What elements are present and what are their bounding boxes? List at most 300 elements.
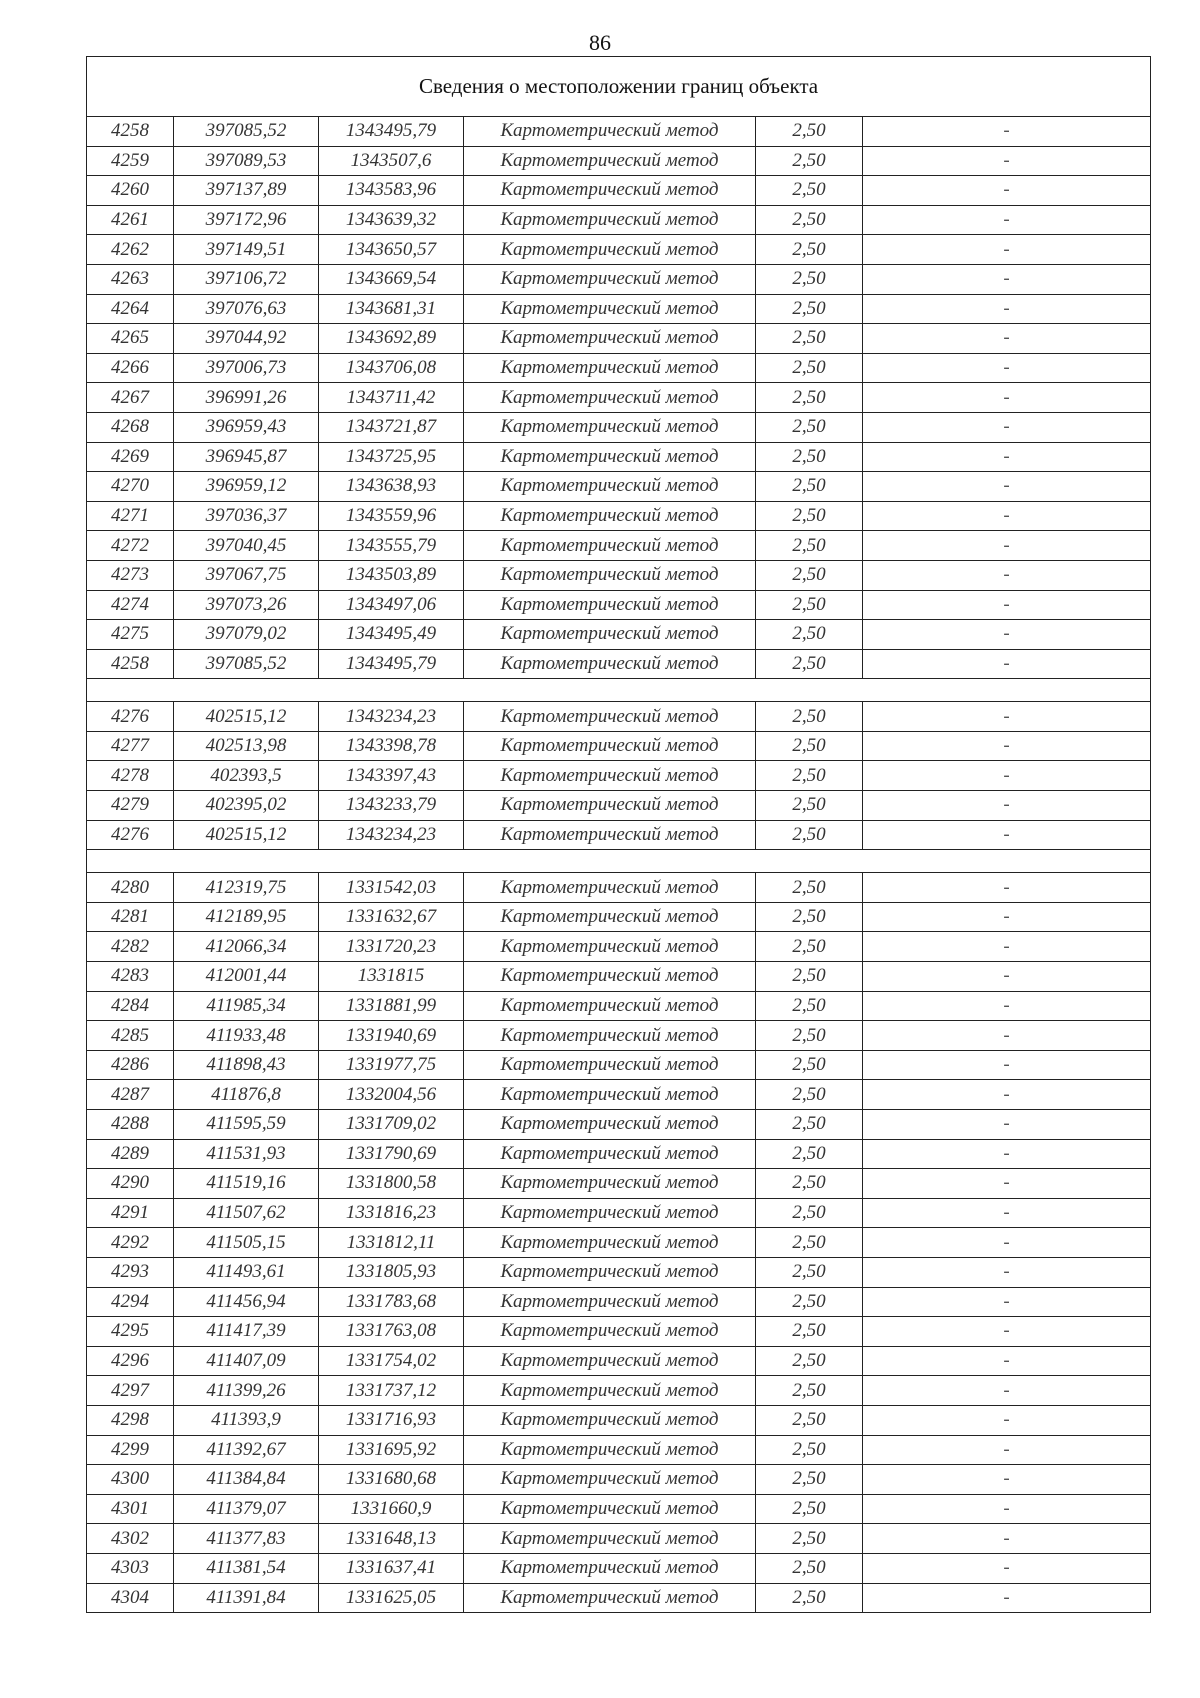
description-cell: -: [863, 264, 1151, 294]
x-coordinate-cell: 412001,44: [174, 962, 319, 992]
method-cell: Картометрический метод: [464, 902, 756, 932]
method-cell: Картометрический метод: [464, 1524, 756, 1554]
x-coordinate-cell: 411531,93: [174, 1139, 319, 1169]
point-number-cell: 4279: [87, 791, 174, 821]
y-coordinate-cell: 1331790,69: [319, 1139, 464, 1169]
method-cell: Картометрический метод: [464, 472, 756, 502]
description-cell: -: [863, 205, 1151, 235]
y-coordinate-cell: 1331542,03: [319, 873, 464, 903]
y-coordinate-cell: 1343507,6: [319, 146, 464, 176]
x-coordinate-cell: 411379,07: [174, 1494, 319, 1524]
description-cell: -: [863, 1494, 1151, 1524]
point-number-cell: 4281: [87, 902, 174, 932]
table-row: [87, 991, 1151, 1021]
x-coordinate-cell: 397137,89: [174, 176, 319, 206]
description-cell: -: [863, 235, 1151, 265]
method-cell: Картометрический метод: [464, 1583, 756, 1613]
method-cell: Картометрический метод: [464, 1287, 756, 1317]
point-number-cell: 4283: [87, 962, 174, 992]
description-cell: -: [863, 1346, 1151, 1376]
table-row: [87, 1435, 1151, 1465]
accuracy-cell: 2,50: [756, 1080, 863, 1110]
x-coordinate-cell: 411407,09: [174, 1346, 319, 1376]
y-coordinate-cell: 1331716,93: [319, 1405, 464, 1435]
x-coordinate-cell: 397076,63: [174, 294, 319, 324]
x-coordinate-cell: 397073,26: [174, 590, 319, 620]
accuracy-cell: 2,50: [756, 761, 863, 791]
y-coordinate-cell: 1331695,92: [319, 1435, 464, 1465]
point-number-cell: 4303: [87, 1553, 174, 1583]
accuracy-cell: 2,50: [756, 649, 863, 679]
description-cell: -: [863, 1257, 1151, 1287]
y-coordinate-cell: 1331805,93: [319, 1257, 464, 1287]
point-number-cell: 4284: [87, 991, 174, 1021]
y-coordinate-cell: 1332004,56: [319, 1080, 464, 1110]
description-cell: -: [863, 1287, 1151, 1317]
table-row: [87, 560, 1151, 590]
y-coordinate-cell: 1331763,08: [319, 1317, 464, 1347]
table-row: [87, 1317, 1151, 1347]
accuracy-cell: 2,50: [756, 1110, 863, 1140]
table-title-row: [87, 57, 1151, 117]
accuracy-cell: 2,50: [756, 1494, 863, 1524]
method-cell: Картометрический метод: [464, 1435, 756, 1465]
table-row: [87, 501, 1151, 531]
table-row: [87, 962, 1151, 992]
accuracy-cell: 2,50: [756, 1583, 863, 1613]
table-row: [87, 146, 1151, 176]
y-coordinate-cell: 1331737,12: [319, 1376, 464, 1406]
accuracy-cell: 2,50: [756, 1287, 863, 1317]
method-cell: Картометрический метод: [464, 412, 756, 442]
point-number-cell: 4276: [87, 702, 174, 732]
table-row: [87, 1139, 1151, 1169]
y-coordinate-cell: 1331720,23: [319, 932, 464, 962]
point-number-cell: 4273: [87, 560, 174, 590]
method-cell: Картометрический метод: [464, 117, 756, 147]
point-number-cell: 4266: [87, 353, 174, 383]
accuracy-cell: 2,50: [756, 1346, 863, 1376]
accuracy-cell: 2,50: [756, 146, 863, 176]
x-coordinate-cell: 402515,12: [174, 702, 319, 732]
description-cell: -: [863, 820, 1151, 850]
y-coordinate-cell: 1343495,79: [319, 649, 464, 679]
accuracy-cell: 2,50: [756, 235, 863, 265]
x-coordinate-cell: 411399,26: [174, 1376, 319, 1406]
table-row: [87, 1050, 1151, 1080]
accuracy-cell: 2,50: [756, 442, 863, 472]
description-cell: -: [863, 1553, 1151, 1583]
point-number-cell: 4290: [87, 1169, 174, 1199]
method-cell: Картометрический метод: [464, 176, 756, 206]
y-coordinate-cell: 1343495,79: [319, 117, 464, 147]
x-coordinate-cell: 397149,51: [174, 235, 319, 265]
point-number-cell: 4293: [87, 1257, 174, 1287]
point-number-cell: 4267: [87, 383, 174, 413]
y-coordinate-cell: 1343233,79: [319, 791, 464, 821]
method-cell: Картометрический метод: [464, 560, 756, 590]
description-cell: -: [863, 1080, 1151, 1110]
x-coordinate-cell: 397085,52: [174, 649, 319, 679]
point-number-cell: 4294: [87, 1287, 174, 1317]
point-number-cell: 4274: [87, 590, 174, 620]
point-number-cell: 4258: [87, 117, 174, 147]
table-row: [87, 649, 1151, 679]
description-cell: -: [863, 1228, 1151, 1258]
method-cell: Картометрический метод: [464, 1021, 756, 1051]
y-coordinate-cell: 1343398,78: [319, 731, 464, 761]
accuracy-cell: 2,50: [756, 991, 863, 1021]
accuracy-cell: 2,50: [756, 1465, 863, 1495]
description-cell: -: [863, 531, 1151, 561]
description-cell: -: [863, 1465, 1151, 1495]
description-cell: -: [863, 1524, 1151, 1554]
description-cell: -: [863, 146, 1151, 176]
accuracy-cell: 2,50: [756, 117, 863, 147]
accuracy-cell: 2,50: [756, 294, 863, 324]
point-number-cell: 4298: [87, 1405, 174, 1435]
accuracy-cell: 2,50: [756, 902, 863, 932]
x-coordinate-cell: 397085,52: [174, 117, 319, 147]
method-cell: Картометрический метод: [464, 649, 756, 679]
point-number-cell: 4258: [87, 649, 174, 679]
accuracy-cell: 2,50: [756, 472, 863, 502]
y-coordinate-cell: 1331940,69: [319, 1021, 464, 1051]
accuracy-cell: 2,50: [756, 501, 863, 531]
y-coordinate-cell: 1331881,99: [319, 991, 464, 1021]
table-row: [87, 902, 1151, 932]
x-coordinate-cell: 412189,95: [174, 902, 319, 932]
point-number-cell: 4285: [87, 1021, 174, 1051]
y-coordinate-cell: 1343559,96: [319, 501, 464, 531]
table-row: [87, 472, 1151, 502]
point-number-cell: 4292: [87, 1228, 174, 1258]
table-row: [87, 873, 1151, 903]
description-cell: -: [863, 902, 1151, 932]
method-cell: Картометрический метод: [464, 1080, 756, 1110]
x-coordinate-cell: 397089,53: [174, 146, 319, 176]
point-number-cell: 4277: [87, 731, 174, 761]
description-cell: -: [863, 1376, 1151, 1406]
accuracy-cell: 2,50: [756, 962, 863, 992]
description-cell: -: [863, 117, 1151, 147]
table-row: [87, 1346, 1151, 1376]
method-cell: Картометрический метод: [464, 1169, 756, 1199]
group-separator-cell: [87, 679, 1151, 702]
point-number-cell: 4288: [87, 1110, 174, 1140]
accuracy-cell: 2,50: [756, 324, 863, 354]
y-coordinate-cell: 1331625,05: [319, 1583, 464, 1613]
table-row: [87, 820, 1151, 850]
x-coordinate-cell: 397036,37: [174, 501, 319, 531]
x-coordinate-cell: 397040,45: [174, 531, 319, 561]
point-number-cell: 4264: [87, 294, 174, 324]
boundary-table-container: [86, 56, 1150, 1613]
point-number-cell: 4262: [87, 235, 174, 265]
method-cell: Картометрический метод: [464, 590, 756, 620]
point-number-cell: 4291: [87, 1198, 174, 1228]
method-cell: Картометрический метод: [464, 1139, 756, 1169]
description-cell: -: [863, 1169, 1151, 1199]
method-cell: Картометрический метод: [464, 442, 756, 472]
table-row: [87, 1553, 1151, 1583]
accuracy-cell: 2,50: [756, 176, 863, 206]
point-number-cell: 4268: [87, 412, 174, 442]
accuracy-cell: 2,50: [756, 1198, 863, 1228]
y-coordinate-cell: 1331812,11: [319, 1228, 464, 1258]
y-coordinate-cell: 1343583,96: [319, 176, 464, 206]
y-coordinate-cell: 1331977,75: [319, 1050, 464, 1080]
description-cell: -: [863, 962, 1151, 992]
method-cell: Картометрический метод: [464, 383, 756, 413]
point-number-cell: 4297: [87, 1376, 174, 1406]
x-coordinate-cell: 396959,12: [174, 472, 319, 502]
point-number-cell: 4301: [87, 1494, 174, 1524]
y-coordinate-cell: 1331632,67: [319, 902, 464, 932]
x-coordinate-cell: 396959,43: [174, 412, 319, 442]
group-separator-row: [87, 850, 1151, 873]
y-coordinate-cell: 1343669,54: [319, 264, 464, 294]
description-cell: -: [863, 560, 1151, 590]
accuracy-cell: 2,50: [756, 1228, 863, 1258]
x-coordinate-cell: 397067,75: [174, 560, 319, 590]
y-coordinate-cell: 1343639,32: [319, 205, 464, 235]
table-row: [87, 442, 1151, 472]
x-coordinate-cell: 402395,02: [174, 791, 319, 821]
table-row: [87, 1021, 1151, 1051]
description-cell: -: [863, 294, 1151, 324]
accuracy-cell: 2,50: [756, 702, 863, 732]
accuracy-cell: 2,50: [756, 1257, 863, 1287]
point-number-cell: 4271: [87, 501, 174, 531]
point-number-cell: 4276: [87, 820, 174, 850]
x-coordinate-cell: 397044,92: [174, 324, 319, 354]
method-cell: Картометрический метод: [464, 991, 756, 1021]
accuracy-cell: 2,50: [756, 353, 863, 383]
method-cell: Картометрический метод: [464, 235, 756, 265]
y-coordinate-cell: 1331648,13: [319, 1524, 464, 1554]
table-row: [87, 117, 1151, 147]
table-row: [87, 1169, 1151, 1199]
description-cell: -: [863, 176, 1151, 206]
x-coordinate-cell: 402393,5: [174, 761, 319, 791]
y-coordinate-cell: 1343721,87: [319, 412, 464, 442]
accuracy-cell: 2,50: [756, 873, 863, 903]
method-cell: Картометрический метод: [464, 501, 756, 531]
x-coordinate-cell: 397106,72: [174, 264, 319, 294]
table-row: [87, 1376, 1151, 1406]
table-row: [87, 1080, 1151, 1110]
table-row: [87, 731, 1151, 761]
table-row: [87, 761, 1151, 791]
point-number-cell: 4278: [87, 761, 174, 791]
description-cell: -: [863, 1021, 1151, 1051]
point-number-cell: 4269: [87, 442, 174, 472]
method-cell: Картометрический метод: [464, 731, 756, 761]
accuracy-cell: 2,50: [756, 590, 863, 620]
x-coordinate-cell: 411933,48: [174, 1021, 319, 1051]
y-coordinate-cell: 1343234,23: [319, 702, 464, 732]
accuracy-cell: 2,50: [756, 1169, 863, 1199]
point-number-cell: 4302: [87, 1524, 174, 1554]
table-title: Сведения о местоположении границ объекта: [87, 57, 1151, 117]
accuracy-cell: 2,50: [756, 791, 863, 821]
method-cell: Картометрический метод: [464, 702, 756, 732]
x-coordinate-cell: 412319,75: [174, 873, 319, 903]
table-row: [87, 1257, 1151, 1287]
point-number-cell: 4265: [87, 324, 174, 354]
point-number-cell: 4304: [87, 1583, 174, 1613]
point-number-cell: 4299: [87, 1435, 174, 1465]
y-coordinate-cell: 1331754,02: [319, 1346, 464, 1376]
point-number-cell: 4260: [87, 176, 174, 206]
y-coordinate-cell: 1331816,23: [319, 1198, 464, 1228]
x-coordinate-cell: 412066,34: [174, 932, 319, 962]
group-separator-cell: [87, 850, 1151, 873]
x-coordinate-cell: 411985,34: [174, 991, 319, 1021]
x-coordinate-cell: 397172,96: [174, 205, 319, 235]
point-number-cell: 4280: [87, 873, 174, 903]
method-cell: Картометрический метод: [464, 873, 756, 903]
description-cell: -: [863, 442, 1151, 472]
accuracy-cell: 2,50: [756, 205, 863, 235]
description-cell: -: [863, 1050, 1151, 1080]
method-cell: Картометрический метод: [464, 531, 756, 561]
method-cell: Картометрический метод: [464, 820, 756, 850]
y-coordinate-cell: 1343692,89: [319, 324, 464, 354]
table-row: [87, 264, 1151, 294]
x-coordinate-cell: 411519,16: [174, 1169, 319, 1199]
method-cell: Картометрический метод: [464, 1494, 756, 1524]
method-cell: Картометрический метод: [464, 205, 756, 235]
method-cell: Картометрический метод: [464, 1050, 756, 1080]
y-coordinate-cell: 1331709,02: [319, 1110, 464, 1140]
x-coordinate-cell: 411384,84: [174, 1465, 319, 1495]
accuracy-cell: 2,50: [756, 412, 863, 442]
x-coordinate-cell: 397079,02: [174, 620, 319, 650]
table-row: [87, 620, 1151, 650]
method-cell: Картометрический метод: [464, 294, 756, 324]
boundary-coordinates-table: [86, 56, 1151, 1613]
description-cell: -: [863, 1317, 1151, 1347]
method-cell: Картометрический метод: [464, 264, 756, 294]
method-cell: Картометрический метод: [464, 1346, 756, 1376]
y-coordinate-cell: 1331680,68: [319, 1465, 464, 1495]
description-cell: -: [863, 1583, 1151, 1613]
table-row: [87, 531, 1151, 561]
point-number-cell: 4300: [87, 1465, 174, 1495]
accuracy-cell: 2,50: [756, 1050, 863, 1080]
point-number-cell: 4289: [87, 1139, 174, 1169]
point-number-cell: 4270: [87, 472, 174, 502]
y-coordinate-cell: 1343497,06: [319, 590, 464, 620]
method-cell: Картометрический метод: [464, 761, 756, 791]
method-cell: Картометрический метод: [464, 1257, 756, 1287]
table-row: [87, 176, 1151, 206]
table-row: [87, 1524, 1151, 1554]
group-separator-row: [87, 679, 1151, 702]
accuracy-cell: 2,50: [756, 1376, 863, 1406]
x-coordinate-cell: 411456,94: [174, 1287, 319, 1317]
x-coordinate-cell: 411377,83: [174, 1524, 319, 1554]
description-cell: -: [863, 1435, 1151, 1465]
accuracy-cell: 2,50: [756, 932, 863, 962]
x-coordinate-cell: 411381,54: [174, 1553, 319, 1583]
method-cell: Картометрический метод: [464, 1110, 756, 1140]
x-coordinate-cell: 411898,43: [174, 1050, 319, 1080]
method-cell: Картометрический метод: [464, 1405, 756, 1435]
point-number-cell: 4286: [87, 1050, 174, 1080]
table-row: [87, 383, 1151, 413]
method-cell: Картометрический метод: [464, 932, 756, 962]
point-number-cell: 4272: [87, 531, 174, 561]
x-coordinate-cell: 411876,8: [174, 1080, 319, 1110]
accuracy-cell: 2,50: [756, 820, 863, 850]
point-number-cell: 4287: [87, 1080, 174, 1110]
method-cell: Картометрический метод: [464, 1228, 756, 1258]
table-row: [87, 235, 1151, 265]
method-cell: Картометрический метод: [464, 324, 756, 354]
table-row: [87, 1494, 1151, 1524]
accuracy-cell: 2,50: [756, 1524, 863, 1554]
method-cell: Картометрический метод: [464, 146, 756, 176]
description-cell: -: [863, 649, 1151, 679]
x-coordinate-cell: 411505,15: [174, 1228, 319, 1258]
accuracy-cell: 2,50: [756, 560, 863, 590]
y-coordinate-cell: 1343495,49: [319, 620, 464, 650]
x-coordinate-cell: 411493,61: [174, 1257, 319, 1287]
method-cell: Картометрический метод: [464, 353, 756, 383]
x-coordinate-cell: 411507,62: [174, 1198, 319, 1228]
accuracy-cell: 2,50: [756, 1553, 863, 1583]
y-coordinate-cell: 1343234,23: [319, 820, 464, 850]
y-coordinate-cell: 1343650,57: [319, 235, 464, 265]
method-cell: Картометрический метод: [464, 1465, 756, 1495]
description-cell: -: [863, 412, 1151, 442]
y-coordinate-cell: 1343397,43: [319, 761, 464, 791]
description-cell: -: [863, 1139, 1151, 1169]
y-coordinate-cell: 1331800,58: [319, 1169, 464, 1199]
accuracy-cell: 2,50: [756, 264, 863, 294]
point-number-cell: 4259: [87, 146, 174, 176]
point-number-cell: 4282: [87, 932, 174, 962]
y-coordinate-cell: 1343706,08: [319, 353, 464, 383]
description-cell: -: [863, 1405, 1151, 1435]
table-row: [87, 353, 1151, 383]
accuracy-cell: 2,50: [756, 1435, 863, 1465]
x-coordinate-cell: 402513,98: [174, 731, 319, 761]
x-coordinate-cell: 411417,39: [174, 1317, 319, 1347]
method-cell: Картометрический метод: [464, 1317, 756, 1347]
table-row: [87, 1110, 1151, 1140]
y-coordinate-cell: 1343555,79: [319, 531, 464, 561]
y-coordinate-cell: 1331660,9: [319, 1494, 464, 1524]
page-number: 86: [589, 30, 611, 55]
description-cell: -: [863, 791, 1151, 821]
description-cell: -: [863, 324, 1151, 354]
table-row: [87, 1405, 1151, 1435]
x-coordinate-cell: 397006,73: [174, 353, 319, 383]
description-cell: -: [863, 731, 1151, 761]
table-row: [87, 205, 1151, 235]
x-coordinate-cell: 396991,26: [174, 383, 319, 413]
accuracy-cell: 2,50: [756, 1139, 863, 1169]
point-number-cell: 4263: [87, 264, 174, 294]
description-cell: -: [863, 991, 1151, 1021]
y-coordinate-cell: 1343503,89: [319, 560, 464, 590]
description-cell: -: [863, 761, 1151, 791]
point-number-cell: 4261: [87, 205, 174, 235]
